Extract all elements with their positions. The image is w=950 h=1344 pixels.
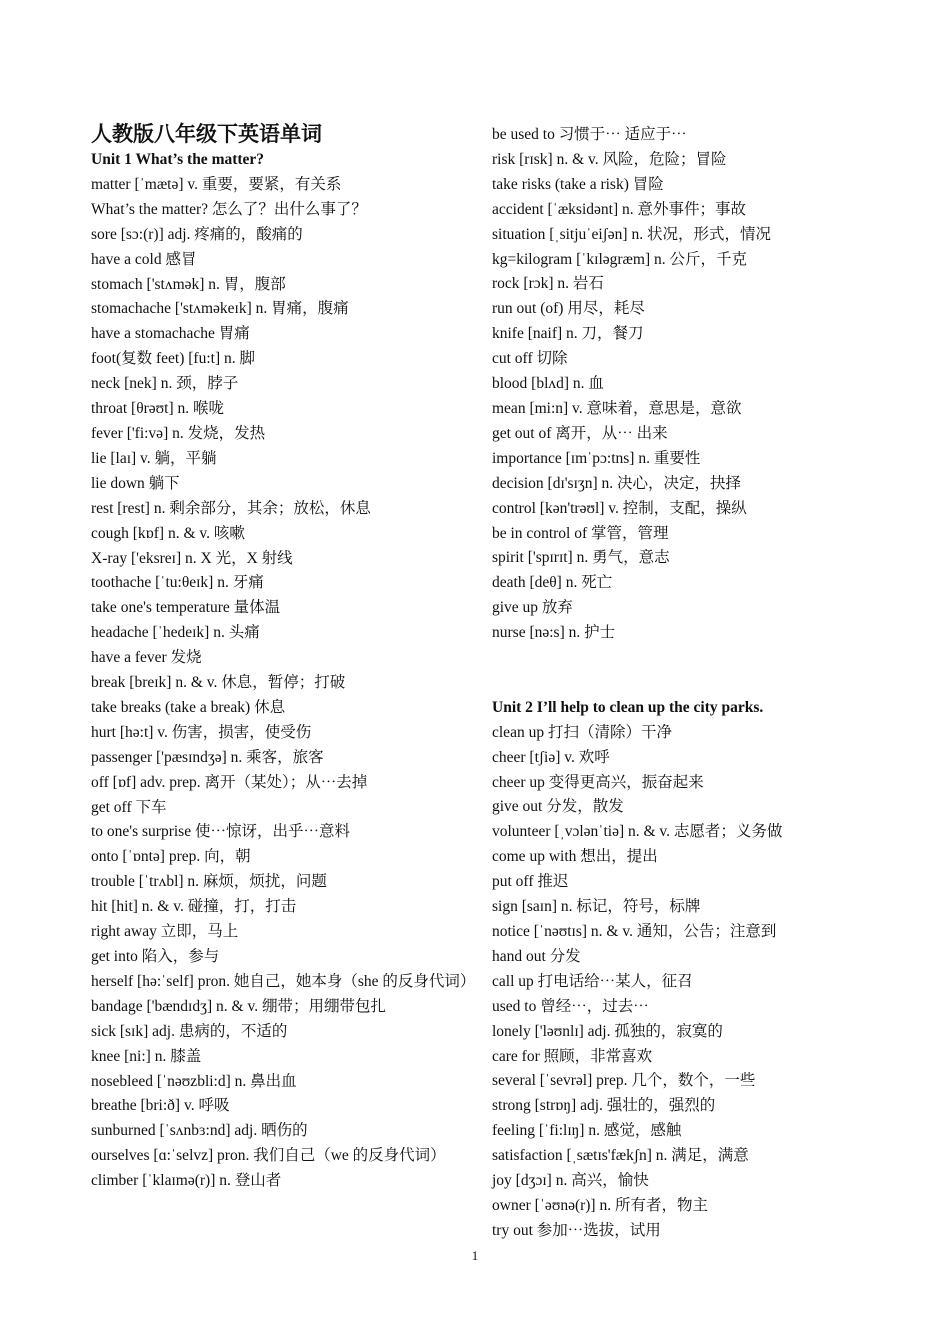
vocab-entry: neck [nek] n. 颈，脖子 bbox=[91, 375, 239, 393]
vocab-entry: toothache [ˈtu:θeɪk] n. 牙痛 bbox=[91, 574, 264, 592]
vocab-entry: matter [ˈmætə] v. 重要，要紧，有关系 bbox=[91, 175, 342, 193]
vocab-entry: give up 放弃 bbox=[492, 599, 573, 617]
vocab-entry: hand out 分发 bbox=[492, 947, 581, 965]
vocab-entry: cough [kɒf] n. & v. 咳嗽 bbox=[91, 524, 245, 542]
vocab-entry: passenger ['pæsɪndʒə] n. 乘客，旅客 bbox=[91, 748, 324, 766]
vocab-entry: nosebleed [ˈnəʊzbli:d] n. 鼻出血 bbox=[91, 1072, 297, 1090]
vocab-entry: bandage ['bændɪdʒ] n. & v. 绷带；用绷带包扎 bbox=[91, 997, 386, 1015]
vocab-entry: fever ['fi:və] n. 发烧，发热 bbox=[91, 424, 266, 442]
vocab-entry: decision [dɪ'sɪʒn] n. 决心，决定，抉择 bbox=[492, 474, 742, 492]
vocab-entry: lie [laɪ] v. 躺，平躺 bbox=[91, 449, 217, 467]
vocab-entry: sunburned [ˈsʌnbɜ:nd] adj. 晒伤的 bbox=[91, 1122, 308, 1140]
vocab-entry: rock [rɔk] n. 岩石 bbox=[492, 275, 604, 293]
vocab-entry: take breaks (take a break) 休息 bbox=[91, 698, 286, 716]
vocab-entry: trouble [ˈtrʌbl] n. 麻烦，烦扰，问题 bbox=[91, 873, 327, 891]
vocab-entry: get out of 离开，从⋯ 出来 bbox=[492, 424, 668, 442]
vocab-entry: get into 陷入，参与 bbox=[91, 948, 220, 965]
vocab-entry: be in control of 掌管，管理 bbox=[492, 524, 669, 542]
unit1-heading: Unit 1 What’s the matter? bbox=[91, 151, 265, 168]
vocab-entry: notice [ˈnəʊtɪs] n. & v. 通知，公告；注意到 bbox=[492, 922, 777, 940]
vocab-entry: call up 打电话给⋯某人，征召 bbox=[492, 972, 693, 990]
vocab-entry: What’s the matter? 怎么了？出什么事了？ bbox=[91, 200, 367, 218]
vocab-entry: take risks (take a risk) 冒险 bbox=[492, 175, 664, 193]
left-column bbox=[91, 120, 476, 1194]
vocab-entry: hit [hit] n. & v. 碰撞，打，打击 bbox=[91, 898, 297, 916]
vocab-entry: have a stomachache 胃痛 bbox=[91, 325, 250, 343]
vocab-entry: lie down 躺下 bbox=[91, 474, 180, 492]
unit2-heading: Unit 2 I’ll help to clean up the city parks. bbox=[492, 698, 764, 716]
vocab-entry: right away 立即，马上 bbox=[91, 923, 239, 941]
vocab-entry: care for 照顾，非常喜欢 bbox=[492, 1047, 653, 1065]
vocab-entry: cut off 切除 bbox=[492, 350, 568, 368]
vocab-entry: sore [sɔ:(r)] adj. 疼痛的，酸痛的 bbox=[91, 225, 303, 243]
vocab-entry: situation [ˌsitjuˈeiʃən] n. 状况，形式，情况 bbox=[492, 225, 771, 243]
vocab-entry: rest [rest] n. 剩余部分，其余；放松，休息 bbox=[91, 499, 371, 517]
vocab-entry: have a fever 发烧 bbox=[91, 649, 202, 667]
vocab-entry: sick [sɪk] adj. 患病的，不适的 bbox=[91, 1022, 288, 1040]
vocab-entry: ourselves [ɑ:ˈselvz] pron. 我们自己（we 的反身代词） bbox=[91, 1147, 446, 1165]
vocab-entry: have a cold 感冒 bbox=[91, 250, 197, 268]
page-number: 1 bbox=[471, 1248, 479, 1263]
vocab-entry: try out 参加⋯选拔，试用 bbox=[492, 1221, 661, 1239]
vocab-entry: kg=kilogram [ˈkɪləgræm] n. 公斤，千克 bbox=[492, 250, 747, 268]
vocab-entry: hurt [hə:t] v. 伤害，损害，使受伤 bbox=[91, 723, 312, 741]
vocab-entry: sign [saɪn] n. 标记，符号，标牌 bbox=[492, 898, 701, 916]
vocab-entry: control [kən'trəʊl] v. 控制，支配，操纵 bbox=[492, 499, 747, 517]
vocab-entry: herself [hə:ˈself] pron. 她自己，她本身（she 的反身代词） bbox=[91, 972, 476, 990]
vocab-entry: satisfaction [ˌsætɪs'fækʃn] n. 满足，满意 bbox=[492, 1147, 749, 1165]
vocab-entry: joy [dʒɔɪ] n. 高兴，愉快 bbox=[492, 1172, 649, 1190]
vocab-entry: throat [θrəʊt] n. 喉咙 bbox=[91, 400, 225, 418]
vocab-entry: clean up 打扫（清除）干净 bbox=[492, 723, 672, 741]
vocab-entry: foot(复数 feet) [fu:t] n. 脚 bbox=[91, 350, 255, 368]
vocab-entry: lonely ['ləʊnlɪ] adj. 孤独的，寂寞的 bbox=[492, 1022, 723, 1040]
vocab-entry: importance [ɪmˈpɔ:tns] n. 重要性 bbox=[492, 449, 701, 467]
vocab-entry: volunteer [ˌvɔlənˈtiə] n. & v. 志愿者；义务做 bbox=[492, 823, 783, 841]
vocab-entry: knee [ni:] n. 膝盖 bbox=[91, 1047, 202, 1065]
vocab-entry: cheer [tʃiə] v. 欢呼 bbox=[492, 748, 610, 766]
vocab-entry: stomach ['stʌmək] n. 胃，腹部 bbox=[91, 275, 286, 293]
section-spacer bbox=[492, 646, 892, 696]
vocab-entry: take one's temperature 量体温 bbox=[91, 599, 281, 617]
vocab-entry: owner [ˈəʊnə(r)] n. 所有者，物主 bbox=[492, 1196, 708, 1214]
vocab-entry: break [breɪk] n. & v. 休息，暂停；打破 bbox=[91, 674, 346, 692]
vocab-entry: knife [naif] n. 刀，餐刀 bbox=[492, 325, 644, 343]
vocab-entry: put off 推迟 bbox=[492, 873, 569, 891]
vocab-entry: nurse [nə:s] n. 护士 bbox=[492, 624, 616, 642]
vocab-entry: be used to 习惯于⋯ 适应于⋯ bbox=[492, 126, 687, 143]
vocab-entry: cheer up 变得更高兴，振奋起来 bbox=[492, 773, 704, 791]
vocab-entry: climber [ˈklaɪmə(r)] n. 登山者 bbox=[91, 1172, 282, 1190]
vocab-entry: breathe [bri:ð] v. 呼吸 bbox=[91, 1097, 230, 1115]
vocab-entry: risk [rɪsk] n. & v. 风险，危险；冒险 bbox=[492, 150, 727, 168]
vocab-entry: onto [ˈɒntə] prep. 向，朝 bbox=[91, 848, 251, 866]
vocab-entry: stomachache ['stʌməkeɪk] n. 胃痛，腹痛 bbox=[91, 300, 349, 318]
vocab-entry: death [deθ] n. 死亡 bbox=[492, 574, 613, 592]
vocab-entry: X-ray ['eksreɪ] n. X 光，X 射线 bbox=[91, 549, 293, 567]
vocab-entry: give out 分发，散发 bbox=[492, 798, 624, 816]
vocab-entry: several [ˈsevrəl] prep. 几个，数个，一些 bbox=[492, 1072, 756, 1090]
vocab-entry: off [ɒf] adv. prep. 离开（某处）；从⋯去掉 bbox=[91, 773, 368, 791]
vocab-entry: headache [ˈhedeɪk] n. 头痛 bbox=[91, 624, 260, 642]
vocab-entry: blood [blʌd] n. 血 bbox=[492, 375, 604, 393]
vocab-entry: come up with 想出，提出 bbox=[492, 848, 658, 866]
vocab-entry: get off 下车 bbox=[91, 798, 167, 816]
vocab-entry: mean [mi:n] v. 意味着，意思是，意欲 bbox=[492, 399, 742, 417]
right-column bbox=[492, 123, 892, 1244]
vocab-entry: strong [strɒŋ] adj. 强壮的，强烈的 bbox=[492, 1097, 716, 1115]
vocab-entry: spirit ['spɪrɪt] n. 勇气，意志 bbox=[492, 549, 670, 567]
vocab-entry: accident [ˈæksidənt] n. 意外事件；事故 bbox=[492, 200, 746, 218]
vocab-entry: to one's surprise 使⋯惊讶，出乎⋯意料 bbox=[91, 823, 350, 841]
vocab-entry: feeling [ˈfi:lɪŋ] n. 感觉，感触 bbox=[492, 1122, 682, 1140]
page-title: 人教版八年级下英语单词 bbox=[91, 122, 322, 146]
vocab-entry: run out (of) 用尽，耗尽 bbox=[492, 300, 645, 318]
vocab-entry: used to 曾经⋯，过去⋯ bbox=[492, 997, 649, 1015]
